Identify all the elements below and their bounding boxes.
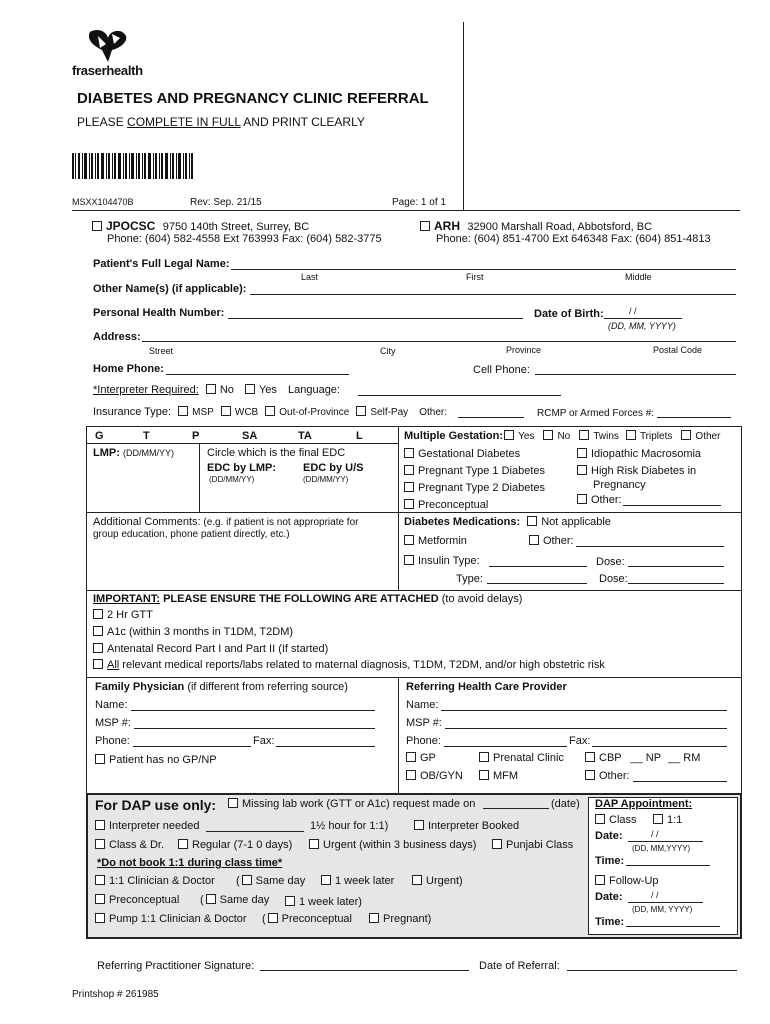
gtpal-l: L [356, 430, 363, 442]
dap-same-day[interactable]: ( Same day [236, 875, 306, 887]
appt-date-slashes: / / [651, 829, 659, 839]
fp-name-field[interactable] [131, 710, 375, 711]
regular-checkbox[interactable] [178, 839, 188, 849]
referral-date-field[interactable] [567, 970, 737, 971]
other-names-field[interactable] [250, 294, 736, 295]
gtpal-p: P [192, 430, 200, 442]
pump-checkbox[interactable] [95, 913, 105, 923]
type2-label: Type: [456, 573, 483, 585]
edc-lmp-format: (DD/MM/YY) [209, 475, 255, 484]
dap-hour-note: 1½ hour for 1:1) [310, 820, 389, 832]
edc-us-format: (DD/MM/YY) [303, 475, 349, 484]
one-week-checkbox[interactable] [321, 875, 331, 885]
gtt-checkbox[interactable] [93, 609, 103, 619]
signature-field[interactable] [260, 970, 469, 971]
barcode-image [72, 153, 194, 179]
urgent2-checkbox[interactable] [412, 875, 422, 885]
insurance-oop-checkbox[interactable] [265, 406, 275, 416]
appt-class-option[interactable]: Class [595, 814, 637, 826]
phn-field[interactable] [228, 318, 523, 319]
punjabi-checkbox[interactable] [492, 839, 502, 849]
attach-all-reports[interactable]: All relevant medical reports/labs related to maternal diagnosis, T1DM, T2DM, and/or high obstetric risk [93, 659, 605, 671]
physician-rule [86, 677, 742, 678]
rp-mfm-option[interactable]: MFM [479, 770, 518, 782]
address-field[interactable] [142, 341, 736, 342]
metformin-checkbox[interactable] [404, 535, 414, 545]
gestation-twins-checkbox[interactable] [579, 430, 589, 440]
type2-option[interactable]: Pregnant Type 2 Diabetes [404, 482, 545, 494]
important-heading: IMPORTANT: PLEASE ENSURE THE FOLLOWING ARE ATTACHED (to avoid delays) [93, 593, 523, 605]
jpocsc-phone: Phone: (604) 582-4558 Ext 763993 Fax: (604) 582-3775 [107, 233, 382, 245]
other-names-label: Other Name(s) (if applicable): [93, 283, 247, 295]
circle-edc-note: Circle which is the final EDC [207, 447, 346, 459]
dap-appointment-heading: DAP Appointment: [595, 798, 693, 810]
high-risk-option-line2: Pregnancy [593, 479, 646, 491]
dap-clinician-doctor[interactable]: 1:1 Clinician & Doctor [95, 875, 215, 887]
rp-cbp-option[interactable]: CBP __ NP __ RM [585, 752, 700, 764]
appt-time-field[interactable] [626, 865, 710, 866]
fp-phone-field[interactable] [133, 746, 251, 747]
signature-label: Referring Practitioner Signature: [97, 960, 255, 972]
interpreter-row: *Interpreter Required: No Yes Language: [93, 384, 340, 396]
gestation-other2-checkbox[interactable] [577, 494, 587, 504]
name-first-caption: First [466, 272, 484, 282]
appt-date-format: (DD, MM,YYYY) [632, 844, 691, 853]
high-risk-checkbox[interactable] [577, 465, 587, 475]
rp-name-field[interactable] [441, 710, 727, 711]
one-week2-checkbox[interactable] [285, 896, 295, 906]
appt-one-one-option[interactable]: 1:1 [653, 814, 682, 826]
dose2-label: Dose: [599, 573, 628, 585]
form-revision: Rev: Sep. 21/15 [190, 197, 262, 208]
dap-class-dr[interactable]: Class & Dr. [95, 839, 164, 851]
attach-gtt[interactable]: 2 Hr GTT [93, 609, 153, 621]
dap-same-day2[interactable]: ( Same day [200, 894, 270, 906]
dap-missing-lab[interactable]: Missing lab work (GTT or A1c) request made on [228, 798, 475, 810]
dap-pregnant[interactable]: Pregnant) [369, 913, 431, 925]
appt-date-field[interactable] [628, 841, 703, 842]
rp-fax-field[interactable] [592, 746, 727, 747]
appt-class-checkbox[interactable] [595, 814, 605, 824]
followup-date-label: Date: [595, 891, 623, 903]
type2-field[interactable] [487, 583, 587, 584]
rp-prenatal-option[interactable]: Prenatal Clinic [479, 752, 564, 764]
rp-other-field[interactable] [633, 781, 727, 782]
dap-preconceptual[interactable]: Preconceptual [95, 894, 179, 906]
fp-msp-field[interactable] [134, 728, 375, 729]
dap-interpreter-booked[interactable]: Interpreter Booked [414, 820, 519, 832]
dap-urgent2[interactable]: Urgent) [412, 875, 463, 887]
rp-msp-field[interactable] [445, 728, 727, 729]
jpocsc-checkbox[interactable] [92, 221, 102, 231]
preconceptual-checkbox[interactable] [404, 499, 414, 509]
home-phone-label: Home Phone: [93, 363, 164, 375]
clinic-jpocsc[interactable]: JPOCSC 9750 140th Street, Surrey, BC [92, 219, 309, 233]
dose2-field[interactable] [628, 583, 724, 584]
form-title: DIABETES AND PREGNANCY CLINIC REFERRAL [77, 90, 429, 107]
logo-text: fraserhealth [72, 63, 143, 78]
insurance-selfpay-checkbox[interactable] [356, 406, 366, 416]
pregnant-checkbox[interactable] [369, 913, 379, 923]
meds-other-field[interactable] [576, 546, 724, 547]
meds-other-checkbox[interactable] [529, 535, 539, 545]
interpreter-needed-checkbox[interactable] [95, 820, 105, 830]
gtpal-ta: TA [298, 430, 312, 442]
dap-title: For DAP use only: [95, 797, 217, 813]
fp-phone-label: Phone: [95, 735, 130, 747]
dap-urgent[interactable]: Urgent (within 3 business days) [309, 839, 476, 851]
lmp-divider [199, 443, 200, 512]
dob-format: (DD, MM, YYYY) [608, 321, 676, 331]
insurance-wcb-checkbox[interactable] [221, 406, 231, 416]
gtpal-t: T [143, 430, 150, 442]
gestation-yes-checkbox[interactable] [504, 430, 514, 440]
insurance-row: Insurance Type: MSP WCB Out-of-Province Self-Pay Other: [93, 406, 448, 418]
dap-punjabi[interactable]: Punjabi Class [492, 839, 573, 851]
followup-option[interactable]: Follow-Up [595, 875, 659, 887]
gestation-no-checkbox[interactable] [543, 430, 553, 440]
rp-obgyn-option[interactable]: OB/GYN [406, 770, 463, 782]
a1c-checkbox[interactable] [93, 626, 103, 636]
referral-date-label: Date of Referral: [479, 960, 560, 972]
appt-date-label: Date: [595, 830, 623, 842]
appt-time-label: Time: [595, 855, 625, 867]
dap-one-week[interactable]: 1 week later [321, 875, 394, 887]
followup-checkbox[interactable] [595, 875, 605, 885]
comments-rule [86, 512, 742, 513]
rp-gp-option[interactable]: GP [406, 752, 436, 764]
additional-comments-label: Additional Comments: (e.g. if patient is not appropriate for [93, 516, 359, 528]
rp-name-label: Name: [406, 699, 439, 711]
gestation-other-checkbox[interactable] [681, 430, 691, 440]
language-field[interactable] [358, 395, 561, 396]
gestational-diabetes-checkbox[interactable] [404, 448, 414, 458]
antenatal-checkbox[interactable] [93, 643, 103, 653]
dob-slashes: / / [629, 306, 637, 316]
high-risk-option[interactable]: High Risk Diabetes in [577, 465, 696, 477]
phn-label: Personal Health Number: [93, 307, 225, 319]
multiple-gestation-row: Multiple Gestation: Yes No Twins Triplets Other [404, 430, 721, 442]
lmp-label: LMP: (DD/MM/YY) [93, 447, 174, 459]
dap-pump[interactable]: Pump 1:1 Clinician & Doctor [95, 913, 247, 925]
insurance-msp-checkbox[interactable] [178, 406, 188, 416]
edc-lmp-label: EDC by LMP: [207, 462, 277, 474]
fraserhealth-logo [72, 26, 142, 78]
rp-prenatal-checkbox[interactable] [479, 752, 489, 762]
type1-checkbox[interactable] [404, 465, 414, 475]
rp-other-option[interactable]: Other: [585, 770, 630, 782]
gestation-other-field[interactable] [623, 505, 721, 506]
missing-lab-date-label: (date) [551, 798, 580, 810]
dob-label: Date of Birth: [534, 308, 604, 320]
idiopathic-checkbox[interactable] [577, 448, 587, 458]
followup-time-label: Time: [595, 916, 625, 928]
physician-col-divider [398, 677, 399, 796]
additional-comments-note: group education, phone patient directly, etc.) [93, 529, 290, 540]
no-gp-checkbox[interactable] [95, 754, 105, 764]
type2-checkbox[interactable] [404, 482, 414, 492]
preconceptual2-checkbox[interactable] [268, 913, 278, 923]
address-postal-caption: Postal Code [653, 345, 703, 355]
dap-do-not-book: *Do not book 1:1 during class time* [97, 857, 283, 869]
rp-phone-field[interactable] [444, 746, 567, 747]
same-day-checkbox[interactable] [242, 875, 252, 885]
attach-antenatal[interactable]: Antenatal Record Part I and Part II (If started) [93, 643, 328, 655]
referring-provider-heading: Referring Health Care Provider [406, 681, 567, 693]
missing-lab-date-field[interactable] [483, 808, 549, 809]
preconceptual-option[interactable]: Preconceptual [404, 499, 488, 511]
dap-interpreter-needed[interactable]: Interpreter needed [95, 820, 200, 832]
fp-name-label: Name: [95, 699, 128, 711]
address-province-caption: Province [506, 345, 542, 355]
fraserhealth-logo-icon [76, 26, 136, 64]
rp-other-checkbox[interactable] [585, 770, 595, 780]
rp-obgyn-checkbox[interactable] [406, 770, 416, 780]
rcmp-label: RCMP or Armed Forces #: [537, 408, 655, 419]
metformin-option[interactable]: Metformin [404, 535, 467, 547]
important-rule [86, 590, 742, 591]
insulin-checkbox[interactable] [404, 555, 414, 565]
insulin-dose-field[interactable] [628, 566, 724, 567]
gestation-triplets-checkbox[interactable] [626, 430, 636, 440]
edc-us-label: EDC by U/S [303, 462, 364, 474]
clinic-arh[interactable]: ARH 32900 Marshall Road, Abbotsford, BC [420, 219, 652, 233]
gestation-other-option[interactable]: Other: [577, 494, 622, 506]
rcmp-field[interactable] [657, 417, 731, 418]
name-last-caption: Last [301, 272, 319, 282]
meds-other-option[interactable]: Other: [529, 535, 574, 547]
insulin-dose-label: Dose: [596, 556, 625, 568]
insurance-other-field[interactable] [458, 417, 524, 418]
fp-fax-field[interactable] [276, 746, 375, 747]
arh-phone: Phone: (604) 851-4700 Ext 646348 Fax: (604) 851-4813 [436, 233, 711, 245]
fp-msp-label: MSP #: [95, 717, 131, 729]
full-name-label: Patient's Full Legal Name: [93, 258, 230, 270]
dap-regular[interactable]: Regular (7-1 0 days) [178, 839, 292, 851]
printshop-number: Printshop # 261985 [72, 989, 159, 1000]
dap-preconceptual2[interactable]: ( Preconceptual [262, 913, 352, 925]
all-reports-checkbox[interactable] [93, 659, 103, 669]
type1-option[interactable]: Pregnant Type 1 Diabetes [404, 465, 545, 477]
rp-mfm-checkbox[interactable] [479, 770, 489, 780]
family-physician-heading: Family Physician (if different from referring source) [95, 681, 348, 693]
name-middle-caption: Middle [625, 272, 652, 282]
rp-phone-label: Phone: [406, 735, 441, 747]
rp-fax-label: Fax: [569, 735, 591, 747]
followup-time-field[interactable] [626, 926, 720, 927]
clinician-doctor-checkbox[interactable] [95, 875, 105, 885]
fp-fax-label: Fax: [253, 735, 275, 747]
form-page: Page: 1 of 1 [392, 197, 446, 208]
meds-na-checkbox[interactable] [527, 516, 537, 526]
same-day2-checkbox[interactable] [206, 894, 216, 904]
header-divider [463, 22, 464, 210]
gestational-diabetes-option[interactable]: Gestational Diabetes [404, 448, 520, 460]
missing-lab-checkbox[interactable] [228, 798, 238, 808]
address-city-caption: City [380, 346, 396, 356]
header-rule [72, 210, 740, 211]
interpreter-yes-checkbox[interactable] [245, 384, 255, 394]
urgent-checkbox[interactable] [309, 839, 319, 849]
gtpal-sa: SA [242, 430, 258, 442]
interpreter-needed-field[interactable] [206, 831, 304, 832]
obstetric-header-rule [86, 443, 398, 444]
medications-row: Diabetes Medications: Not applicable [404, 516, 611, 528]
home-phone-field[interactable] [166, 374, 349, 375]
interpreter-booked-checkbox[interactable] [414, 820, 424, 830]
interpreter-no-checkbox[interactable] [206, 384, 216, 394]
insulin-type-field[interactable] [489, 566, 587, 567]
dob-field[interactable] [604, 318, 682, 319]
dap-one-week2[interactable]: 1 week later) [285, 896, 362, 908]
barcode [72, 153, 194, 179]
no-gp-option[interactable]: Patient has no GP/NP [95, 754, 217, 766]
arh-checkbox[interactable] [420, 221, 430, 231]
attach-a1c[interactable]: A1c (within 3 months in T1DM, T2DM) [93, 626, 293, 638]
followup-date-format: (DD, MM, YYYY) [632, 905, 693, 914]
insulin-type-option[interactable]: Insulin Type: [404, 555, 480, 567]
idiopathic-option[interactable]: Idiopathic Macrosomia [577, 448, 701, 460]
cell-phone-label: Cell Phone: [473, 364, 530, 376]
address-label: Address: [93, 331, 141, 343]
form-code: MSXX104470B [72, 197, 134, 207]
rp-gp-checkbox[interactable] [406, 752, 416, 762]
dap-preconceptual-checkbox[interactable] [95, 894, 105, 904]
full-name-field[interactable] [231, 269, 736, 270]
address-street-caption: Street [149, 346, 174, 356]
clinical-col-divider [398, 426, 399, 590]
rp-cbp-checkbox[interactable] [585, 752, 595, 762]
followup-date-slashes: / / [651, 890, 659, 900]
form-instruction: PLEASE COMPLETE IN FULL AND PRINT CLEARLY [77, 115, 365, 129]
appt-one-one-checkbox[interactable] [653, 814, 663, 824]
followup-date-field[interactable] [628, 902, 703, 903]
rp-msp-label: MSP #: [406, 717, 442, 729]
class-dr-checkbox[interactable] [95, 839, 105, 849]
cell-phone-field[interactable] [535, 374, 736, 375]
gtpal-g: G [95, 430, 104, 442]
